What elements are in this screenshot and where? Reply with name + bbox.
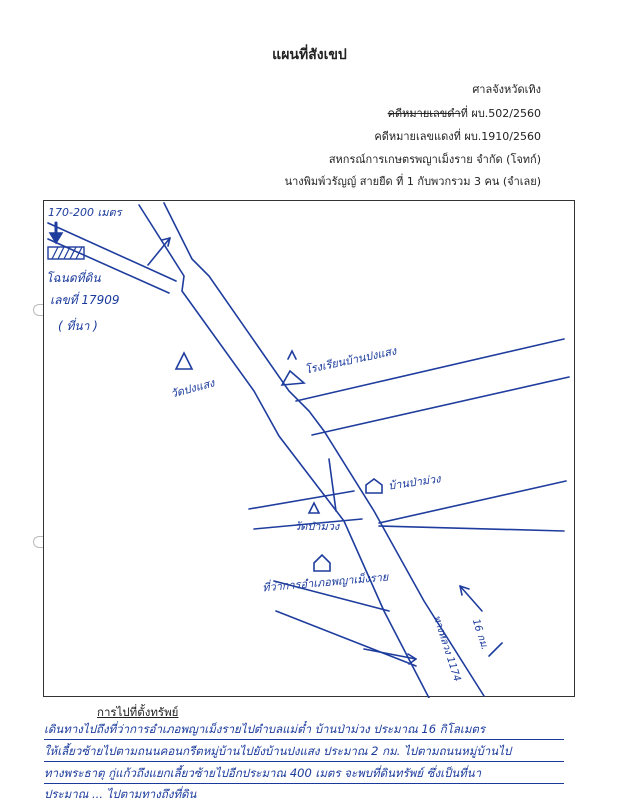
case-red-number: คดีหมายเลขแดงที่ ผบ.1910/2560 — [374, 130, 541, 143]
road-arrow-top — [148, 238, 170, 265]
temple-1-label: วัดปงแสง — [169, 376, 216, 401]
defendant-name: นางพิมพ์วรัญญ์ สายยืด ที่ 1 กับพวกรวม 3 คน (จำเลย) — [284, 175, 541, 188]
temple-1-icon — [176, 353, 192, 369]
directions-line-2: ให้เลี้ยวซ้ายไปตามถนนคอนกรีตหมู่บ้านไปยังบ้านปงแสง ประมาณ 2 กม. ไปตามถนนหมู่บ้านไป — [44, 743, 564, 762]
directions-line-1: เดินทางไปถึงที่ว่าการอำเภอพญาเม็งรายไปตำบลแม่ต๋ำ บ้านป่าม่วง ประมาณ 16 กิโลเมตร — [44, 721, 564, 740]
map-drawing — [44, 201, 576, 698]
village-house-icon — [366, 479, 382, 493]
legend-label: โฉนดที่ดิน — [46, 271, 101, 285]
directions-line-3: ทางพระธาตุ กู่แก้วถึงแยกเลี้ยวซ้ายไปอีกประมาณ 400 เมตร จะพบที่ดินทรัพย์ ซึ่งเป็นที่นา — [44, 765, 564, 784]
mid-road-bottom — [379, 526, 564, 531]
legend-hatch-icon — [48, 247, 84, 259]
site-label: ( ที่นา ) — [58, 319, 98, 333]
case-black-number — [388, 104, 541, 122]
directions-heading: การไปที่ตั้งทรัพย์ — [97, 705, 179, 719]
school-road-bottom — [312, 377, 569, 435]
school-icon — [282, 351, 304, 385]
lower-road-b — [276, 611, 416, 666]
left-mid-road-top — [249, 491, 354, 509]
distance-label: 16 กม. — [469, 617, 491, 652]
north-arrow — [460, 586, 482, 611]
plaintiff-name: สหกรณ์การเกษตรพญาเม็งราย จำกัด (โจทก์) — [328, 153, 541, 166]
directions-line-4: ประมาณ ... ไปตามทางถึงที่ดิน — [44, 787, 197, 801]
case-black-value: ที่ ผบ.502/2560 — [460, 107, 541, 120]
deed-number: เลขที่ 17909 — [50, 293, 120, 307]
scale-note: 170-200 เมตร — [48, 206, 122, 219]
village-label: บ้านป่าม่วง — [387, 472, 442, 493]
court-name: ศาลจังหวัดเทิง — [472, 83, 541, 96]
punch-hole-top — [33, 304, 43, 316]
district-office-label: ที่ว่าการอำเภอพญาเม็งราย — [261, 570, 389, 595]
highway-label: ทางหลวง 1174 — [430, 614, 463, 683]
sketch-map — [43, 200, 575, 697]
school-label: โรงเรียนบ้านปงแสง — [303, 344, 398, 377]
temple-2-label: วัดป่าม่วง — [294, 520, 340, 533]
punch-hole-bottom — [33, 536, 43, 548]
district-office-icon — [314, 555, 330, 571]
temple-2-icon — [309, 503, 319, 513]
main-road-left-edge — [139, 205, 429, 698]
page-title: แผนที่สังเขป — [272, 47, 347, 63]
case-black-label: คดีหมายเลขดำ — [387, 107, 461, 120]
